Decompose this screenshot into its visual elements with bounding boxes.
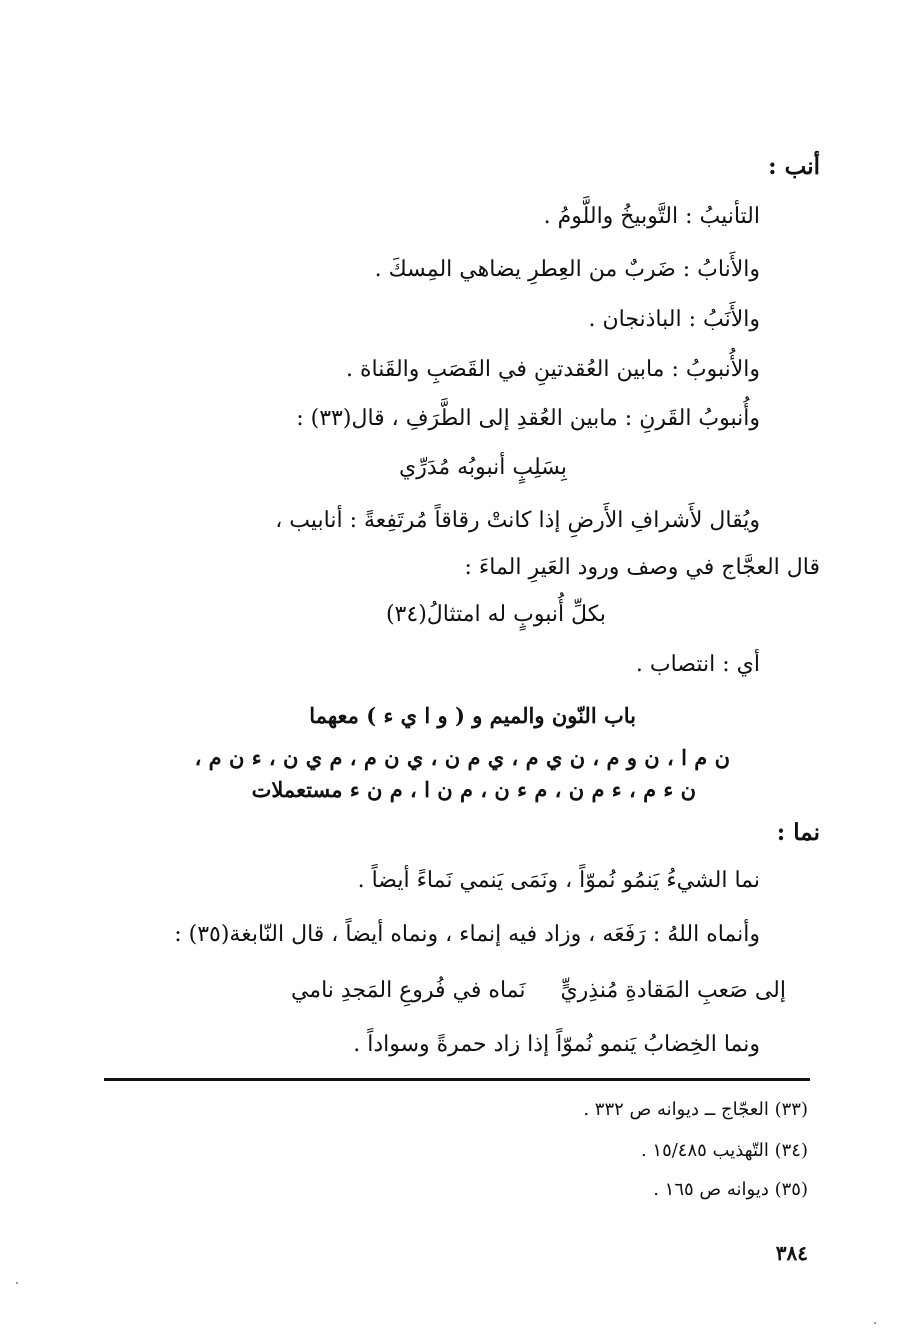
entry-line: نما الشيءُ يَنمُو نُموّاً ، ونَمَى يَنمي نَماءً أيضاً . [357, 868, 760, 893]
entry-heading-nama: نما : [776, 819, 820, 846]
scan-speck [16, 1282, 18, 1284]
entry-line: وأُنبوبُ القَرنِ : مابين العُقدِ إلى الطَّرَفِ ، قال(٣٣) : [296, 406, 760, 431]
entry-line: ويُقال لأَشرافِ الأَرضِ إذا كانتْ رقاقاً مُرتَفِعةً : أنابيب ، [275, 508, 760, 533]
entry-line: والأَنابُ : ضَربٌ من العِطرِ يضاهي المِسكَ . [374, 257, 760, 282]
poetry-verse: بكلِّ أُنبوبٍ له امتثالُ(٣٤) [385, 602, 606, 627]
footnote: (٣٥) ديوانه ص ١٦٥ . [653, 1179, 808, 1200]
entry-heading-anb: أنب : [768, 153, 820, 180]
entry-line: ونما الخِضابُ يَنمو نُموّاً إذا زاد حمرةً وسواداً . [353, 1032, 760, 1057]
footnote: (٣٤) التّهذيب ١٥/٤٨٥ . [640, 1140, 808, 1161]
poetry-verse: إلى صَعبِ المَقادةِ مُنذِريٍّ نَماه في فُروعِ المَجدِ نامي [290, 978, 786, 1003]
letter-combinations: ن ء م ، ء م ن ، م ء ن ، م ن ا ، م ن ء مستعملات [251, 777, 696, 802]
entry-line: والأَنَبُ : الباذنجان . [588, 307, 760, 332]
entry-line: قال العجَّاج في وصف ورود العَيرِ الماءَ : [464, 555, 820, 580]
footnote: (٣٣) العجّاج ــ ديوانه ص ٣٣٢ . [583, 1099, 808, 1120]
section-title: باب النّون والميم و ( و ا ي ء ) معهما [309, 703, 636, 728]
footnote-separator [104, 1078, 810, 1081]
entry-line: التأنيبُ : التَّوبيخُ واللَّومُ . [543, 204, 760, 229]
entry-line: وأنماه اللهُ : رَفَعَه ، وزاد فيه إنماء ، ونماه أيضاً ، قال النّابغة(٣٥) : [174, 922, 760, 947]
entry-line: والأُنبوبُ : مابين العُقدتينِ في القَصَبِ والقَناة . [345, 357, 760, 382]
letter-combinations: ن م ا ، ن و م ، ن ي م ، ي م ن ، ي ن م ، م ي ن ، ء ن م ، [194, 745, 730, 770]
poetry-verse: بِسَلِبٍ أنبوبُه مُدَرِّي [399, 455, 567, 480]
page-number: ٣٨٤ [775, 1241, 808, 1265]
entry-line: أي : انتصاب . [635, 652, 760, 677]
scan-speck [874, 1322, 876, 1324]
